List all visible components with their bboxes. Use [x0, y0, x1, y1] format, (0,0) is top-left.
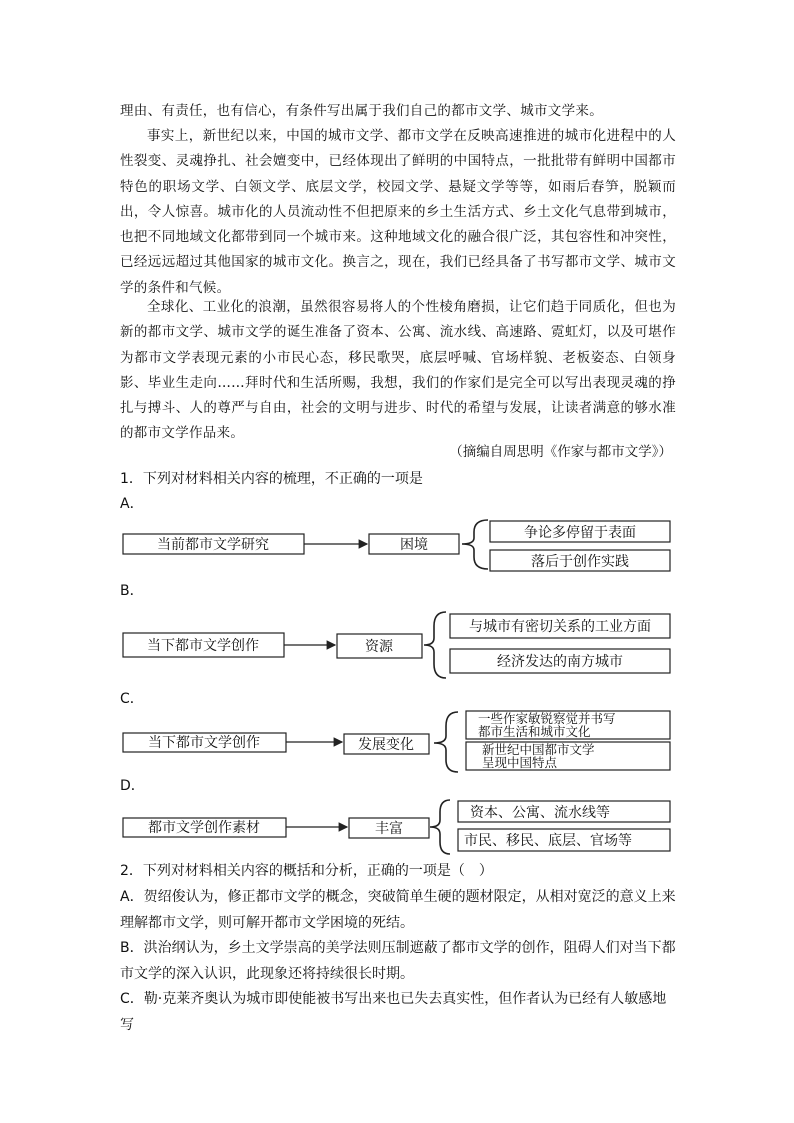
question-2-option-c: C．勒·克莱齐奥认为城市即使能被书写出来也已失去真实性，但作者认为已经有人敏感地写	[120, 991, 667, 1033]
diagram-b-brace	[424, 612, 446, 678]
diagram-a-right-text-2: 落后于创作实践	[531, 554, 629, 570]
passage-source: （摘编自周思明《作家与都市文学》）	[449, 444, 672, 460]
diagram-b	[123, 612, 670, 678]
diagram-a-left-text: 当前都市文学研究	[157, 537, 269, 553]
diagram-c-mid-text: 发展变化	[358, 737, 414, 753]
diagram-d-left-text: 都市文学创作素材	[148, 820, 260, 836]
diagram-d-right-text-2: 市民、移民、底层、官场等	[464, 833, 632, 849]
option-b-label: B．	[120, 583, 144, 599]
diagram-a-mid-text: 困境	[400, 537, 428, 553]
option-c-label: C．	[120, 691, 144, 707]
diagram-b-mid-text: 资源	[365, 639, 393, 655]
diagram-c-left-text: 当下都市文学创作	[148, 735, 260, 751]
question-2-stem: 2．下列对材料相关内容的概括和分析，正确的一项是（ ）	[120, 863, 493, 879]
diagram-b-right-text-2: 经济发达的南方城市	[497, 654, 623, 670]
option-a-label: A．	[120, 496, 144, 512]
diagram-c-right-text-1a: 一些作家敏锐察觉并书写	[478, 711, 616, 726]
passage-paragraph-1: 理由、有责任，也有信心，有条件写出属于我们自己的都市文学、城市文学来。	[120, 103, 603, 119]
passage-paragraph-2: 事实上，新世纪以来，中国的城市文学、都市文学在反映高速推进的城市化进程中的人性裂变、灵魂挣扎、社会嬗变中，已经体现出了鲜明的中国特点，一批批带有鲜明中国都市特色的职场文学、白领文学、底层文学，校园文学、悬疑文学等等，如雨后春笋，脱颖而出，令人惊喜。城市化的人员流动性不但把原来的乡土生活方式、乡土文化气息带到城市，也把不同地域文化都带到同一个城市来。这种地域文化的融合很广泛，其包容性和冲突性，已经远远超过其他国家的城市文化。换言之，现在，我们已经具备了书写都市文学、城市文学的条件和气候。	[120, 128, 676, 296]
diagram-d-right-text-1: 资本、公寓、流水线等	[470, 805, 610, 821]
diagram-a-brace	[462, 520, 488, 569]
diagram-c-right-text-2a: 新世纪中国都市文学	[482, 742, 595, 757]
option-d-label: D．	[120, 778, 145, 794]
question-2-option-b: B．洪治纲认为，乡土文学崇高的美学法则压制遮蔽了都市文学的创作，阻碍人们对当下都市文学的深入认识，此现象还将持续很长时期。	[120, 940, 676, 982]
diagram-d-brace	[430, 800, 450, 854]
question-2-option-a: A．贺绍俊认为，修正都市文学的概念，突破简单生硬的题材限定，从相对宽泛的意义上来理解都市文学，则可解开都市文学困境的死结。	[120, 889, 676, 931]
diagram-a-right-text-1: 争论多停留于表面	[524, 525, 636, 541]
diagram-d-mid-text: 丰富	[375, 821, 403, 837]
diagram-b-left-text: 当下都市文学创作	[147, 638, 259, 654]
passage-paragraph-3: 全球化、工业化的浪潮，虽然很容易将人的个性棱角磨损，让它们趋于同质化，但也为新的都市文学、城市文学的诞生准备了资本、公寓、流水线、高速路、霓虹灯，以及可堪作为都市文学表现元素的小市民心态，移民歌哭，底层呼喊、官场样貌、老板姿态、白领身影、毕业生走向……拜时代和生活所赐，我想，我们的作家们是完全可以写出表现灵魂的挣扎与搏斗、人的尊严与自由，社会的文明与进步、时代的希望与发展，让读者满意的够水准的都市文学作品来。	[120, 299, 676, 442]
question-1-stem: 1．下列对材料相关内容的梳理，不正确的一项是	[120, 471, 423, 487]
diagram-c-right-text-1b: 都市生活和城市文化	[478, 724, 591, 739]
diagram-c-right-text-2b: 呈现中国特点	[482, 755, 558, 770]
diagram-b-right-text-1: 与城市有密切关系的工业方面	[469, 619, 651, 635]
diagram-c	[123, 711, 670, 772]
diagram-a	[123, 520, 670, 571]
diagram-c-brace	[434, 712, 458, 772]
diagram-d	[123, 800, 670, 854]
